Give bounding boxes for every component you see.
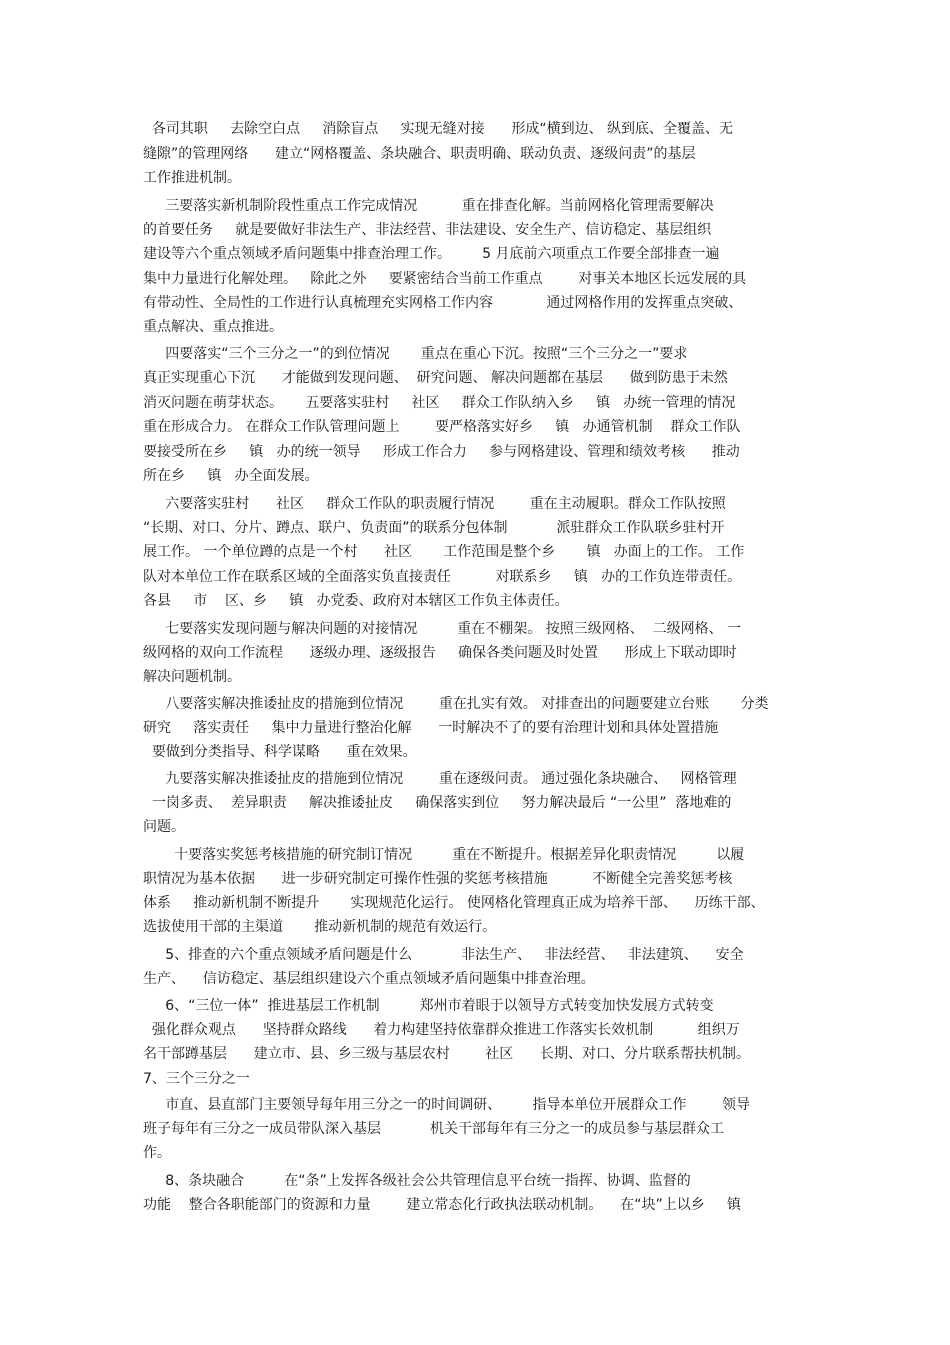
text-line: 研究 落实责任 集中力量进行整治化解 一时解决不了的要有治理计划和具体处置措施 xyxy=(143,720,719,736)
text-line: 展工作。 一个单位蹲的点是一个村 社区 工作范围是整个乡 镇 办面上的工作。 工作 xyxy=(143,544,745,560)
text-line: 工作推进机制。 xyxy=(143,170,241,186)
text-line: 十要落实奖惩考核措施的研究制订情况 重在不断提升。根据差异化职责情况 以履 xyxy=(143,847,745,863)
text-line: 建设等六个重点领域矛盾问题集中排查治理工作。 5 月底前六项重点工作要全部排查一遍 xyxy=(143,246,720,262)
text-line: 三要落实新机制阶段性重点工作完成情况 重在排查化解。当前网格化管理需要解决 xyxy=(143,198,714,214)
text-line: 各县 市 区、乡 镇 办党委、政府对本辖区工作负主体责任。 xyxy=(143,593,569,609)
text-line: 四要落实“三个三分之一”的到位情况 重点在重心下沉。按照“三个三分之一”要求 xyxy=(143,346,688,362)
text-line: 强化群众观点 坚持群众路线 着力构建坚持依靠群众推进工作落实长效机制 组织万 xyxy=(143,1022,740,1038)
text-line: 5、排查的六个重点领域矛盾问题是什么 非法生产、 非法经营、 非法建筑、 安全 xyxy=(143,947,744,963)
text-line: 集中力量进行化解处理。 除此之外 要紧密结合当前工作重点 对事关本地区长远发展的具 xyxy=(143,271,747,287)
text-line: 问题。 xyxy=(143,819,185,835)
text-line: 作。 xyxy=(143,1145,171,1161)
text-line: 市直、县直部门主要领导每年用三分之一的时间调研、 指导本单位开展群众工作 领导 xyxy=(143,1097,751,1113)
text-line: 各司其职 去除空白点 消除盲点 实现无缝对接 形成“横到边、 纵到底、全覆盖、无 xyxy=(143,121,734,137)
text-line: 有带动性、全局性的工作进行认真梳理充实网格工作内容 通过网格作用的发挥重点突破、 xyxy=(143,295,743,311)
text-line: 真正实现重心下沉 才能做到发现问题、 研究问题、 解决问题都在基层 做到防患于未然 xyxy=(143,370,728,386)
text-line: 7、三个三分之一 xyxy=(143,1071,250,1087)
text-line: 6、“三位一体” 推进基层工作机制 郑州市着眼于以领导方式转变加快发展方式转变 xyxy=(143,998,714,1014)
text-line: 8、条块融合 在“条”上发挥各级社会公共管理信息平台统一指挥、协调、监督的 xyxy=(143,1173,691,1189)
text-line: 缝隙”的管理网络 建立“网格覆盖、条块融合、职责明确、联动负责、逐级问责”的基层 xyxy=(143,146,696,162)
text-line: 生产、 信访稳定、基层组织建设六个重点领域矛盾问题集中排查治理。 xyxy=(143,971,595,987)
text-line: 七要落实发现问题与解决问题的对接情况 重在不棚架。 按照三级网格、 二级网格、 一 xyxy=(143,621,742,637)
text-line: 所在乡 镇 办全面发展。 xyxy=(143,468,319,484)
text-line: 要接受所在乡 镇 办的统一领导 形成工作合力 参与网格建设、管理和绩效考核 推动 xyxy=(143,444,740,460)
text-line: 队对本单位工作在联系区域的全面落实负直接责任 对联系乡 镇 办的工作负连带责任。 xyxy=(143,569,742,585)
text-line: 职情况为基本依据 进一步研究制定可操作性强的奖惩考核措施 不断健全完善奖惩考核 xyxy=(143,871,733,887)
text-line: 名干部蹲基层 建立市、县、乡三级与基层农村 社区 长期、对口、分片联系帮扶机制。 xyxy=(143,1046,751,1062)
text-line: 九要落实解决推诿扯皮的措施到位情况 重在逐级问责。 通过强化条块融合、 网格管理 xyxy=(143,771,737,787)
text-line: 八要落实解决推诿扯皮的措施到位情况 重在扎实有效。 对排查出的问题要建立台账 分类 xyxy=(143,696,769,712)
text-line: 重在形成合力。 在群众工作队管理问题上 要严格落实好乡 镇 办通管机制 群众工作队 xyxy=(143,419,741,435)
text-line: 体系 推动新机制不断提升 实现规范化运行。 使网格化管理真正成为培养干部、 历练干部、 xyxy=(143,895,765,911)
text-line: 要做到分类指导、科学谋略 重在效果。 xyxy=(143,744,417,760)
text-line: 功能 整合各职能部门的资源和力量 建立常态化行政执法联动机制。 在“块”上以乡 镇 xyxy=(143,1197,741,1213)
text-line: 六要落实驻村 社区 群众工作队的职责履行情况 重在主动履职。群众工作队按照 xyxy=(143,496,726,512)
text-line: 一岗多责、 差异职责 解决推诿扯皮 确保落实到位 努力解决最后 “一公里” 落地难的 xyxy=(143,795,732,811)
text-line: 解决问题机制。 xyxy=(143,669,241,685)
text-line: 消灭问题在萌芽状态。 五要落实驻村 社区 群众工作队纳入乡 镇 办统一管理的情况 xyxy=(143,395,736,411)
text-line: 选拔使用干部的主渠道 推动新机制的规范有效运行。 xyxy=(143,919,497,935)
text-line: 的首要任务 就是要做好非法生产、非法经营、非法建设、安全生产、信访稳定、基层组织 xyxy=(143,222,712,238)
text-line: 重点解决、重点推进。 xyxy=(143,319,283,335)
text-line: 班子每年有三分之一成员带队深入基层 机关干部每年有三分之一的成员参与基层群众工 xyxy=(143,1121,724,1137)
text-line: 级网格的双向工作流程 逐级办理、逐级报告 确保各类问题及时处置 形成上下联动即时 xyxy=(143,645,737,661)
text-line: “长期、对口、分片、蹲点、联户、负责面”的联系分包体制 派驻群众工作队联乡驻村开 xyxy=(143,520,725,536)
